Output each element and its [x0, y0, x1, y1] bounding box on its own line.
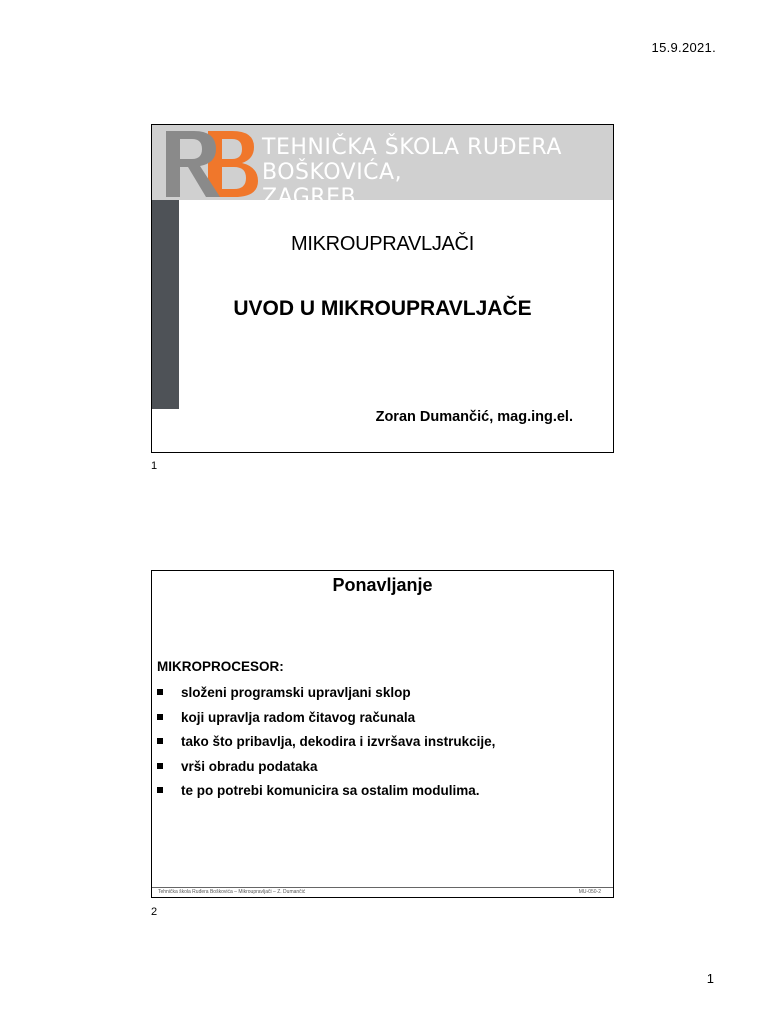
list-item	[156, 732, 495, 757]
list-item	[156, 781, 495, 806]
list-item-text: koji upravlja radom čitavog računala	[181, 709, 416, 725]
list-item-text: te po potrebi komunicira sa ostalim modulima.	[181, 783, 480, 798]
slide-2	[151, 570, 614, 898]
bullet-icon	[157, 689, 163, 695]
slide-footer	[152, 887, 613, 897]
school-name-line2: BOŠKOVIĆA, ZAGREB	[262, 160, 430, 212]
author: Zoran Dumančić, mag.ing.el.	[375, 409, 573, 425]
list-item-text: tako što pribavlja, dekodira i izvršava instrukcije,	[181, 734, 496, 749]
page-date: 15.9.2021.	[651, 40, 716, 55]
list-item-text: složeni programski upravljani sklop	[181, 685, 411, 700]
section-heading: MIKROPROCESOR:	[157, 659, 284, 674]
page-number: 1	[706, 971, 714, 986]
bullet-icon	[157, 714, 163, 720]
bullet-icon	[157, 738, 163, 744]
footer-slide-code: MU-050-2	[578, 889, 601, 895]
slide-1	[151, 124, 614, 453]
school-name	[262, 135, 562, 212]
school-banner	[152, 125, 613, 210]
list-item	[156, 757, 495, 782]
school-logo	[162, 129, 262, 199]
bullet-list	[156, 683, 495, 806]
lecture-title: UVOD U MIKROUPRAVLJAČE	[233, 297, 532, 320]
list-item-text: vrši obradu podataka	[181, 758, 318, 774]
course-title: MIKROUPRAVLJAČI	[291, 233, 474, 255]
school-name-line1: TEHNIČKA ŠKOLA RUĐERA	[262, 135, 562, 160]
footer-left-text: Tehnička škola Ruđera Boškovića – Mikroupravljači – Z. Dumančić	[158, 889, 306, 895]
bullet-icon	[157, 787, 163, 793]
slide-number-1: 1	[151, 460, 158, 472]
list-item	[156, 708, 495, 733]
bullet-icon	[157, 763, 163, 769]
slide-title: Ponavljanje	[332, 575, 433, 595]
list-item	[156, 683, 495, 708]
slide-number-2: 2	[151, 906, 158, 918]
